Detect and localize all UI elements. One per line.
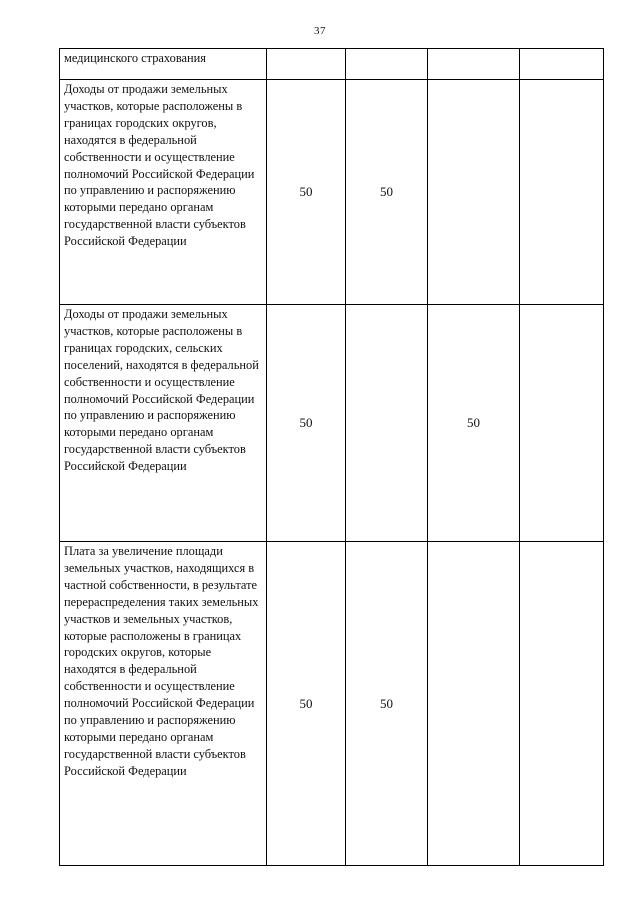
table-row xyxy=(60,80,604,305)
other-budget-cell xyxy=(520,542,604,866)
federal-budget-cell: 50 xyxy=(267,542,346,866)
settlement-budget-cell xyxy=(428,49,520,80)
revenue-name-cell xyxy=(60,305,267,542)
revenue-name-cell xyxy=(60,80,267,305)
table-row xyxy=(60,305,604,542)
city-district-budget-cell: 50 xyxy=(346,542,428,866)
revenue-name-cell xyxy=(60,542,267,866)
revenue-name: Доходы от продажи земельных участков, которые расположены в границах городских округов, находятся в федеральной собственности и осуществление полномочий Российской Федерации по управлению и распоряжению которыми передано органам государственной власти субъектов Российской Федерации xyxy=(64,82,255,249)
settlement-budget-cell xyxy=(428,80,520,305)
revenue-distribution-table xyxy=(59,48,604,866)
other-budget-cell xyxy=(520,49,604,80)
revenue-name-cell xyxy=(60,49,267,80)
city-district-budget-cell: 50 xyxy=(346,80,428,305)
revenue-name: Плата за увеличение площади земельных участков, находящихся в частной собственности, в результате перераспределения таких земельных участков и земельных участков, которые расположены в границах городских округов, которые находятся в федеральной собственности и осуществление полномочий Российской Федерации по управлению и распоряжению которыми передано органам государственной власти субъектов Российской Федерации xyxy=(64,544,259,778)
revenue-name: медицинского страхования xyxy=(64,51,206,65)
settlement-budget-cell xyxy=(428,542,520,866)
federal-budget-cell: 50 xyxy=(267,305,346,542)
other-budget-cell xyxy=(520,80,604,305)
revenue-name: Доходы от продажи земельных участков, которые расположены в границах городских, сельских поселений, находятся в федеральной собственности и осуществление полномочий Российской Федерации по управлению и распоряжению которыми передано органам государственной власти субъектов Российской Федерации xyxy=(64,307,259,474)
page-number: 37 xyxy=(314,25,326,37)
table-row xyxy=(60,49,604,80)
table-row xyxy=(60,542,604,866)
federal-budget-cell: 50 xyxy=(267,80,346,305)
city-district-budget-cell xyxy=(346,49,428,80)
other-budget-cell xyxy=(520,305,604,542)
city-district-budget-cell xyxy=(346,305,428,542)
federal-budget-cell xyxy=(267,49,346,80)
settlement-budget-cell: 50 xyxy=(428,305,520,542)
